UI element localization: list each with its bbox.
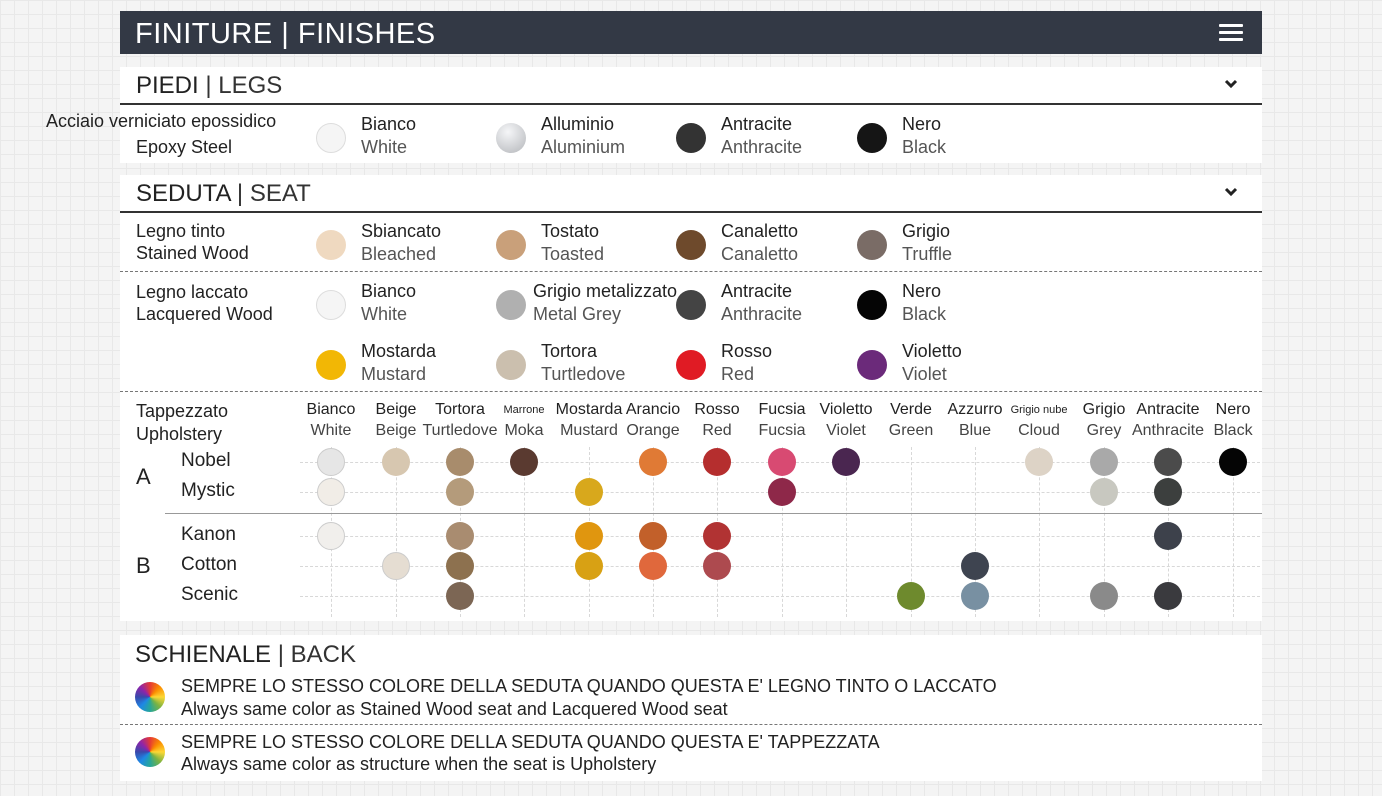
fabric-color-dot[interactable] <box>575 552 603 580</box>
color-swatch[interactable] <box>676 290 706 320</box>
column-header-en: Black <box>1213 422 1253 439</box>
color-swatch[interactable] <box>316 350 346 380</box>
fabric-color-dot[interactable] <box>510 448 538 476</box>
lacquered-label-en: Lacquered Wood <box>136 304 273 324</box>
fabric-color-dot[interactable] <box>703 552 731 580</box>
fabric-row-label: Nobel <box>181 450 231 471</box>
fabric-color-dot[interactable] <box>1219 448 1247 476</box>
column-header-it: Grigio <box>1082 401 1126 418</box>
color-swatch[interactable] <box>316 123 346 153</box>
swatch-name-en: White <box>361 137 408 157</box>
back-rule-2-it: SEMPRE LO STESSO COLORE DELLA SEDUTA QUANDO QUESTA E' TAPPEZZATA <box>181 732 880 752</box>
swatch-name-it: Bianco <box>361 281 417 301</box>
hamburger-menu-icon[interactable] <box>1219 24 1243 42</box>
fabric-row-label: Kanon <box>181 524 236 545</box>
swatch-name-en: Metal Grey <box>533 304 622 324</box>
column-header-it: Fucsia <box>758 401 806 418</box>
swatch-name-it: Tortora <box>541 341 598 361</box>
color-swatch[interactable] <box>857 123 887 153</box>
fabric-color-dot[interactable] <box>1154 522 1182 550</box>
back-rule-1-it: SEMPRE LO STESSO COLORE DELLA SEDUTA QUANDO QUESTA E' LEGNO TINTO O LACCATO <box>181 676 997 696</box>
column-header-en: Green <box>888 422 934 439</box>
divider <box>120 391 1262 392</box>
swatch-name-it: Nero <box>902 281 942 301</box>
fabric-color-dot[interactable] <box>1090 582 1118 610</box>
back-rule-1-en: Always same color as Stained Wood seat and Lacquered Wood seat <box>181 699 728 719</box>
color-swatch[interactable] <box>496 290 526 320</box>
back-section-title <box>135 641 356 669</box>
fabric-color-dot[interactable] <box>446 582 474 610</box>
column-header-it: Verde <box>890 401 932 418</box>
swatch-name-it: Grigio metalizzato <box>533 281 678 301</box>
column-header-it: Marrone <box>503 404 545 416</box>
swatch-name-en: Anthracite <box>721 304 803 324</box>
column-header-en: Mustard <box>560 422 618 439</box>
color-swatch[interactable] <box>857 230 887 260</box>
column-header-en: Red <box>702 422 732 439</box>
color-swatch[interactable] <box>857 290 887 320</box>
color-wheel-icon <box>135 737 165 767</box>
fabric-color-dot[interactable] <box>382 448 410 476</box>
column-header-it: Azzurro <box>947 401 1003 418</box>
fabric-color-dot[interactable] <box>1154 448 1182 476</box>
fabric-color-dot[interactable] <box>832 448 860 476</box>
fabric-color-dot[interactable] <box>446 522 474 550</box>
column-header-it: Grigio nube <box>1010 404 1068 416</box>
swatch-name-en: Truffle <box>902 244 953 264</box>
color-swatch[interactable] <box>676 123 706 153</box>
color-wheel-icon <box>135 682 165 712</box>
swatch-name-it: Grigio <box>902 221 951 241</box>
fabric-color-dot[interactable] <box>961 552 989 580</box>
swatch-name-en: Canaletto <box>721 244 799 264</box>
divider <box>120 724 1262 725</box>
page-title: FINITURE | FINISHES <box>135 18 436 50</box>
fabric-color-dot[interactable] <box>1154 582 1182 610</box>
back-title-it: SCHIENALE <box>135 641 272 668</box>
legs-section-title <box>136 72 282 100</box>
column-header-it: Tortora <box>435 401 485 418</box>
fabric-color-dot[interactable] <box>446 448 474 476</box>
color-swatch[interactable] <box>316 290 346 320</box>
seat-section-header[interactable] <box>120 175 1262 213</box>
swatch-name-it: Sbiancato <box>361 221 442 241</box>
fabric-color-dot[interactable] <box>317 522 345 550</box>
fabric-color-dot[interactable] <box>639 522 667 550</box>
color-swatch[interactable] <box>496 230 526 260</box>
fabric-color-dot[interactable] <box>703 448 731 476</box>
upholstery-label-it: Tappezzato <box>136 401 229 421</box>
fabric-color-dot[interactable] <box>897 582 925 610</box>
fabric-color-dot[interactable] <box>317 478 345 506</box>
lacquered-label-it: Legno laccato <box>136 282 249 302</box>
swatch-name-it: Nero <box>902 114 942 134</box>
color-swatch[interactable] <box>316 230 346 260</box>
fabric-color-dot[interactable] <box>446 478 474 506</box>
column-header-it: Beige <box>375 401 417 418</box>
fabric-color-dot[interactable] <box>446 552 474 580</box>
column-header-en: Anthracite <box>1131 422 1205 439</box>
color-swatch[interactable] <box>676 350 706 380</box>
divider <box>120 271 1262 272</box>
grid-line <box>300 566 1260 567</box>
fabric-color-dot[interactable] <box>317 448 345 476</box>
fabric-color-dot[interactable] <box>768 448 796 476</box>
column-header-en: White <box>310 422 352 439</box>
swatch-name-it: Canaletto <box>721 221 799 241</box>
swatch-name-it: Bianco <box>361 114 417 134</box>
column-header-it: Antracite <box>1136 401 1200 418</box>
swatch-name-en: Aluminium <box>541 137 626 157</box>
group-label: A <box>136 464 151 489</box>
fabric-color-dot[interactable] <box>575 522 603 550</box>
swatch-name-it: Rosso <box>721 341 773 361</box>
fabric-row-label: Mystic <box>181 480 235 501</box>
swatch-name-it: Antracite <box>721 114 793 134</box>
column-header-it: Rosso <box>694 401 740 418</box>
column-header-en: Orange <box>626 422 680 439</box>
swatch-name-en: Anthracite <box>721 137 803 157</box>
swatch-name-it: Antracite <box>721 281 793 301</box>
chevron-down-icon[interactable] <box>1224 77 1238 91</box>
fabric-color-dot[interactable] <box>703 522 731 550</box>
fabric-color-dot[interactable] <box>639 448 667 476</box>
swatch-name-it: Mostarda <box>361 341 437 361</box>
upholstery-label-en: Upholstery <box>136 424 223 444</box>
swatch-name-en: Red <box>721 364 755 384</box>
color-swatch[interactable] <box>676 230 706 260</box>
swatch-name-it: Tostato <box>541 221 600 241</box>
fabric-color-dot[interactable] <box>1090 478 1118 506</box>
fabric-color-dot[interactable] <box>1025 448 1053 476</box>
fabric-color-dot[interactable] <box>961 582 989 610</box>
column-header-en: Cloud <box>1018 422 1060 439</box>
swatch-name-en: Black <box>902 137 947 157</box>
legs-title-en: | LEGS <box>205 72 283 99</box>
grid-line <box>300 536 1260 537</box>
column-header-en: Violet <box>826 422 866 439</box>
column-header-it: Violetto <box>819 401 873 418</box>
back-title-en: | BACK <box>277 641 356 668</box>
fabric-row-label: Scenic <box>181 584 239 605</box>
swatch-name-en: Violet <box>902 364 947 384</box>
seat-title-en: | SEAT <box>236 180 311 207</box>
seat-section-title <box>136 180 311 208</box>
swatch-name-en: Mustard <box>361 364 427 384</box>
seat-title-it: SEDUTA <box>136 180 231 207</box>
column-header-it: Nero <box>1215 401 1251 418</box>
swatch-name-en: Toasted <box>541 244 605 264</box>
swatch-name-it: Violetto <box>902 341 962 361</box>
column-header-en: Blue <box>958 422 992 439</box>
column-header-en: Turtledove <box>422 422 498 439</box>
swatch-name-en: White <box>361 304 408 324</box>
group-label: B <box>136 553 151 578</box>
swatch-name-en: Turtledove <box>541 364 626 384</box>
page-header <box>120 11 1262 54</box>
color-swatch[interactable] <box>496 123 526 153</box>
column-header-en: Beige <box>375 422 417 439</box>
legs-material-it: Acciaio verniciato epossidico <box>46 111 277 131</box>
column-header-it: Bianco <box>306 401 356 418</box>
fabric-color-dot[interactable] <box>768 478 796 506</box>
legs-title-it: PIEDI <box>136 72 199 99</box>
legs-section-header[interactable] <box>120 67 1262 105</box>
chevron-down-icon[interactable] <box>1224 185 1238 199</box>
fabric-color-dot[interactable] <box>1154 478 1182 506</box>
column-header-en: Grey <box>1086 422 1122 439</box>
column-header-en: Fucsia <box>758 422 806 439</box>
swatch-name-en: Bleached <box>361 244 437 264</box>
back-rule-2-en: Always same color as structure when the seat is Upholstery <box>181 754 657 774</box>
fabric-color-dot[interactable] <box>1090 448 1118 476</box>
fabric-color-dot[interactable] <box>575 478 603 506</box>
legs-material-en: Epoxy Steel <box>136 137 233 157</box>
group-divider <box>165 513 1262 514</box>
swatch-name-en: Black <box>902 304 947 324</box>
color-swatch[interactable] <box>496 350 526 380</box>
column-header-it: Mostarda <box>555 401 623 418</box>
column-header-it: Arancio <box>625 401 681 418</box>
stained-label-it: Legno tinto <box>136 221 226 241</box>
fabric-color-dot[interactable] <box>639 552 667 580</box>
column-header-en: Moka <box>504 422 544 439</box>
swatch-name-it: Alluminio <box>541 114 615 134</box>
fabric-row-label: Cotton <box>181 554 237 575</box>
fabric-color-dot[interactable] <box>382 552 410 580</box>
color-swatch[interactable] <box>857 350 887 380</box>
stained-label-en: Stained Wood <box>136 243 249 263</box>
